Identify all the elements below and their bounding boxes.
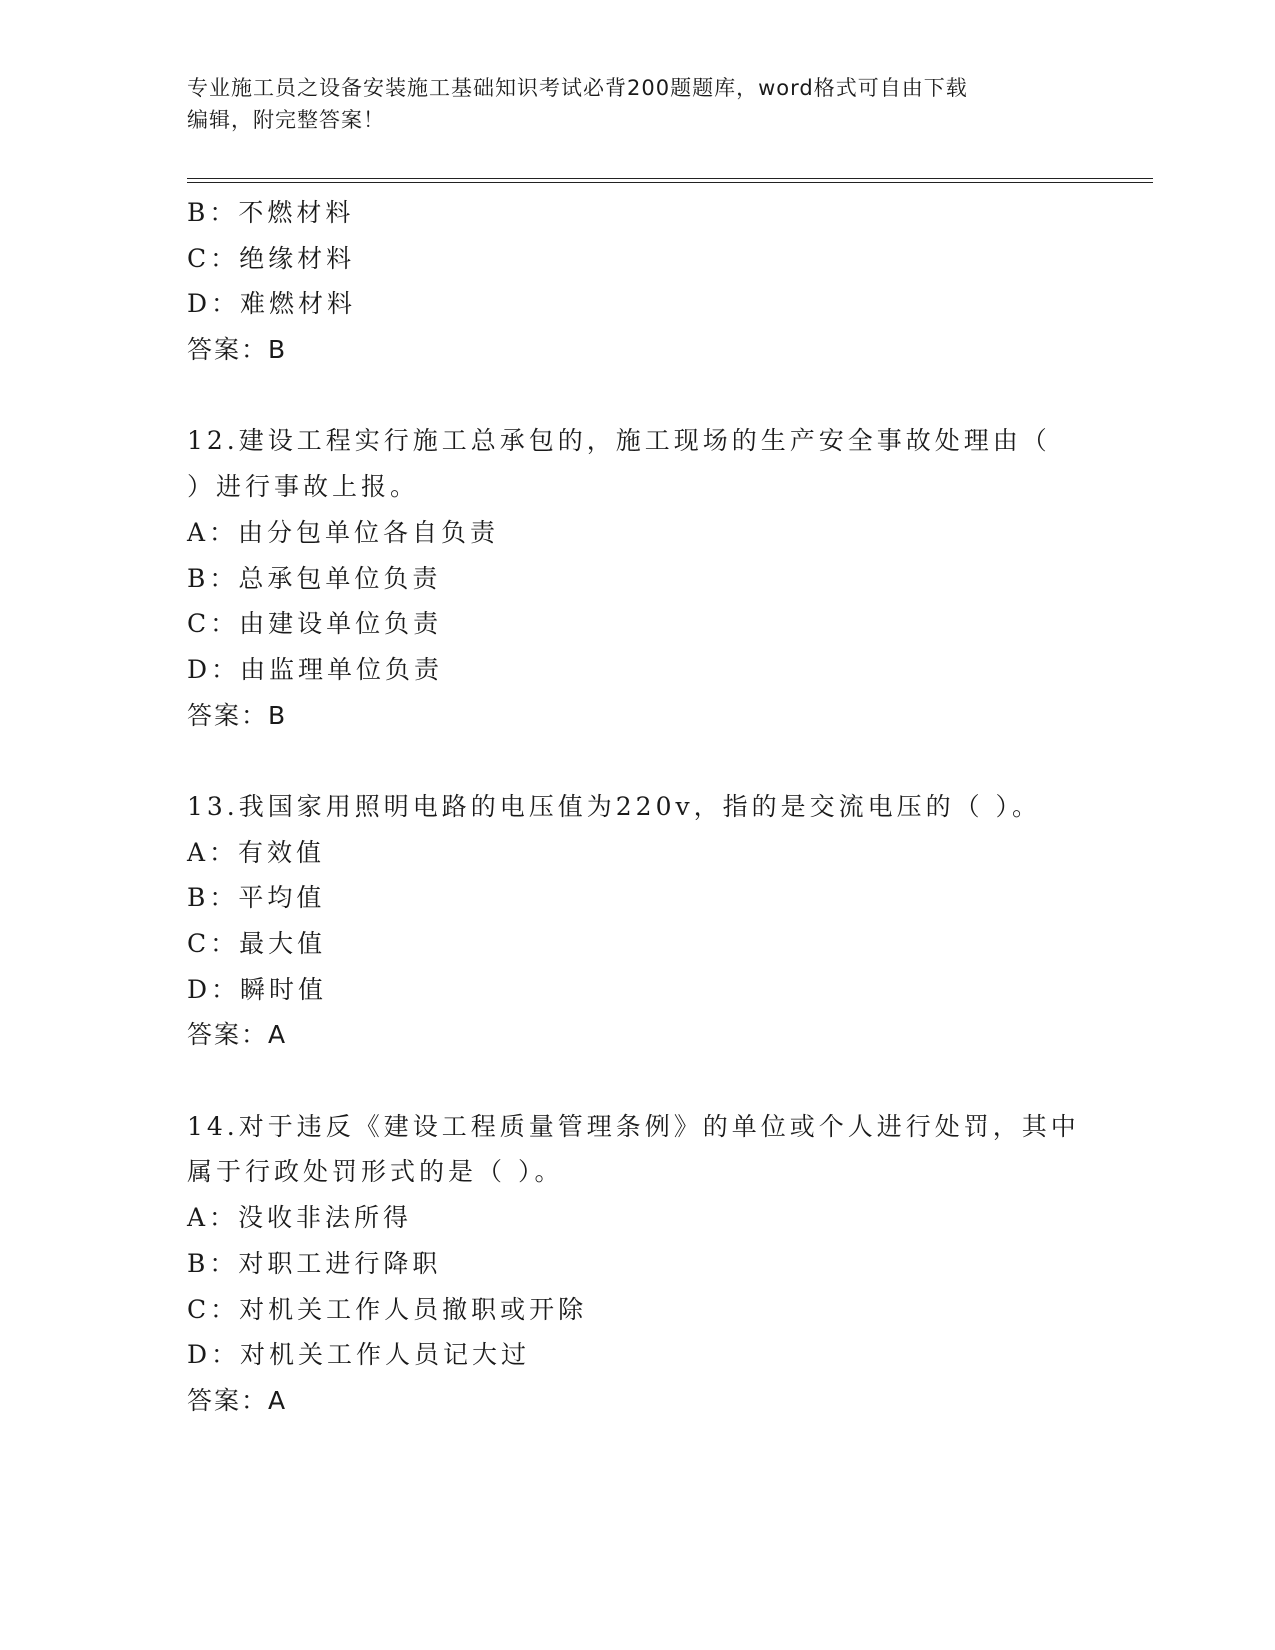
option-a: A：由分包单位各自负责	[187, 517, 500, 547]
answer-line: 答案：B	[187, 700, 288, 730]
question-stem: 12.建设工程实行施工总承包的，施工现场的生产安全事故处理由（	[187, 426, 1051, 456]
option-b: B：总承包单位负责	[187, 563, 442, 593]
option-d: D：难燃材料	[187, 289, 357, 319]
option-c: C：绝缘材料	[187, 243, 356, 273]
header-divider	[187, 178, 1153, 183]
option-b: B：平均值	[187, 883, 326, 913]
question-14	[187, 1104, 1087, 1424]
answer-line: 答案：A	[187, 1385, 288, 1415]
header-title-line-2: 编辑，附完整答案！	[187, 108, 385, 132]
option-d: D：由监理单位负责	[187, 654, 444, 684]
answer-line: 答案：B	[187, 335, 288, 365]
option-b: B：不燃材料	[187, 198, 355, 227]
question-stem: 13.我国家用照明电路的电压值为220v，指的是交流电压的（ ）。	[187, 791, 1042, 821]
question-stem-continued: 属于行政处罚形式的是（ ）。	[187, 1157, 564, 1187]
option-d: D：瞬时值	[187, 974, 328, 1004]
option-b: B：对职工进行降职	[187, 1248, 442, 1278]
page-header	[187, 72, 1087, 136]
option-c: C：最大值	[187, 929, 327, 958]
option-c: C：对机关工作人员撤职或开除	[187, 1294, 588, 1324]
question-13	[187, 784, 1087, 1058]
spacer	[187, 1058, 1087, 1104]
spacer	[187, 373, 1087, 419]
spacer	[187, 738, 1087, 784]
question-11-continued	[187, 190, 1087, 373]
question-stem: 14.对于违反《建设工程质量管理条例》的单位或个人进行处罚，其中	[187, 1111, 1080, 1141]
option-a: A：没收非法所得	[187, 1203, 413, 1233]
header-title-line-1: 专业施工员之设备安装施工基础知识考试必背200题题库，word格式可自由下载	[187, 76, 968, 100]
question-12	[187, 418, 1087, 738]
question-stem-continued: ）进行事故上报。	[187, 472, 420, 502]
question-list	[187, 190, 1087, 1424]
option-a: A：有效值	[187, 837, 326, 867]
answer-line: 答案：A	[187, 1020, 288, 1050]
option-c: C：由建设单位负责	[187, 609, 443, 639]
option-d: D：对机关工作人员记大过	[187, 1340, 531, 1370]
